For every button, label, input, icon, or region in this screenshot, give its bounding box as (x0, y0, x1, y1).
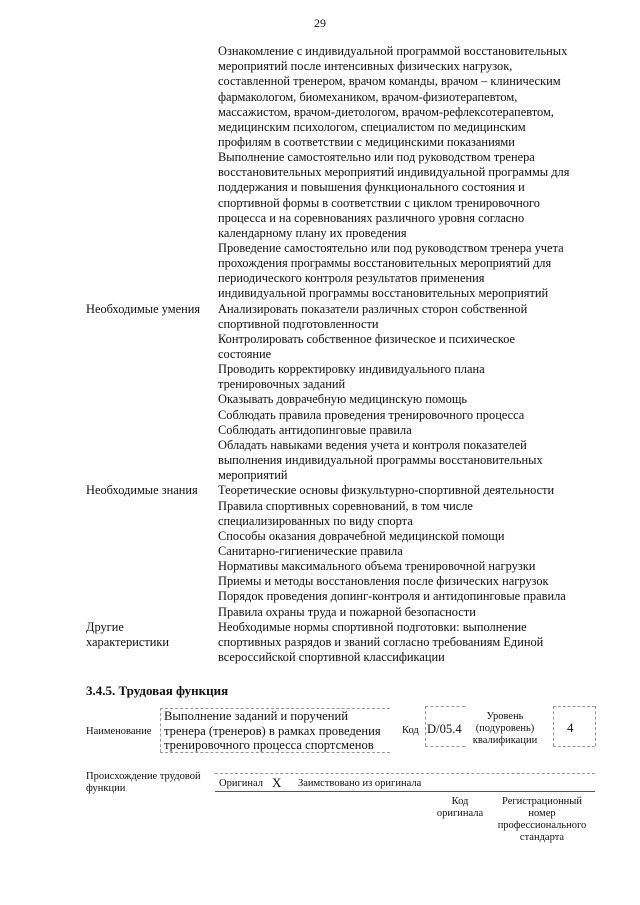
requirement-line: Нормативы максимального объема тренировочной нагрузки (218, 559, 536, 574)
name-value: Выполнение заданий и поручений тренера (тренеров) в рамках проведения тренировочного процесса спортсменов (164, 709, 381, 752)
requirement-line: периодического контроля результатов применения (218, 271, 485, 286)
borrowed-label: Заимствовано из оригинала (298, 778, 422, 789)
requirement-line: Проводить корректировку индивидуального плана (218, 362, 485, 377)
level-value: 4 (567, 720, 574, 735)
requirement-line: мероприятий (218, 468, 288, 483)
requirement-line: Соблюдать правила проведения тренировочного процесса (218, 407, 525, 422)
requirement-line: Проведение самостоятельно или под руководством тренера учета (218, 241, 564, 255)
requirement-line: календарному плану их проведения (218, 225, 407, 240)
requirement-line: Приемы и методы восстановления после физических нагрузок (218, 574, 549, 589)
origin-label: Происхождение трудовой функции (86, 771, 201, 794)
requirement-line: массажистом, врачом-диетологом, врачом-рефлексотерапевтом, (218, 104, 554, 119)
requirement-line: спортивных разрядов и званий согласно требованиям Единой (218, 634, 544, 649)
requirement-line: профилям в соответствии с медицинскими показаниями (218, 134, 515, 149)
requirement-line: специализированных по виду спорта (218, 513, 413, 528)
requirement-line: Правила спортивных соревнований, в том числе (218, 498, 473, 513)
requirement-line: состояние (218, 347, 272, 361)
original-mark: X (272, 775, 282, 790)
code-value: D/05.4 (427, 722, 462, 736)
skills-label: Необходимые умения (86, 301, 201, 316)
other-characteristics-label: Другие (86, 619, 124, 634)
requirement-line: Теоретические основы физкультурно-спортивной деятельности (218, 483, 555, 498)
requirement-line: Ознакомление с индивидуальной программой восстановительных (218, 44, 568, 58)
requirement-line: индивидуальной программы восстановительных мероприятий (218, 286, 549, 301)
requirement-line: процесса и на соревнованиях различного уровня согласно (218, 210, 525, 225)
knowledge-label: Необходимые знания (86, 483, 198, 498)
requirement-line: медицинским психологом, специалистом по медицинским (218, 119, 526, 134)
requirement-line: восстановительных мероприятий индивидуальной программы для (218, 165, 570, 180)
requirement-line: всероссийской спортивной классификации (218, 650, 445, 664)
requirement-line: поддержания и повышения функционального состояния и (218, 180, 525, 195)
original-label: Оригинал (219, 778, 263, 789)
requirement-line: Обладать навыками ведения учета и контроля показателей (218, 437, 527, 452)
code-label: Код (402, 725, 419, 736)
requirement-line: Санитарно-гигиенические правила (218, 544, 403, 558)
section-heading: 3.4.5. Трудовая функция (86, 683, 229, 698)
registration-number-caption: Регистрационный номер профессионального стандарта (497, 796, 587, 843)
requirement-line: спортивной формы в соответствии с циклом тренировочного (218, 195, 540, 210)
level-label: Уровень (подуровень) квалификации (472, 711, 538, 746)
other-characteristics-label: характеристики (86, 634, 170, 649)
requirement-line: составленной тренером, врачом команды, врачом – клиническим (218, 74, 561, 89)
requirement-line: Выполнение самостоятельно или под руководством тренера (218, 150, 535, 165)
requirement-line: Способы оказания доврачебной медицинской помощи (218, 528, 505, 543)
requirement-line: Правила охраны труда и пожарной безопасности (218, 604, 476, 619)
requirement-line: выполнения индивидуальной программы восстановительных (218, 453, 543, 468)
requirement-line: Порядок проведения допинг-контроля и антидопинговые правила (218, 589, 566, 604)
name-label: Наименование (86, 726, 152, 737)
requirement-line: Необходимые нормы спортивной подготовки: выполнение (218, 619, 527, 634)
requirement-line: спортивной подготовленности (218, 316, 379, 331)
requirement-line: тренировочных заданий (218, 377, 346, 392)
requirement-line: мероприятий после интенсивных физических нагрузок, (218, 59, 513, 74)
requirement-line: Оказывать доврачебную медицинскую помощь (218, 392, 468, 407)
code-original-caption: Код оригинала (436, 796, 484, 819)
requirement-line: прохождения программы восстановительных мероприятий для (218, 256, 552, 271)
requirement-line: Соблюдать антидопинговые правила (218, 422, 412, 437)
requirement-line: фармакологом, биомехаником, врачом-физиотерапевтом, (218, 89, 518, 104)
requirement-line: Контролировать собственное физическое и психическое (218, 331, 516, 346)
requirement-line: Анализировать показатели различных сторон собственной (218, 301, 528, 316)
page-number: 29 (314, 16, 326, 30)
